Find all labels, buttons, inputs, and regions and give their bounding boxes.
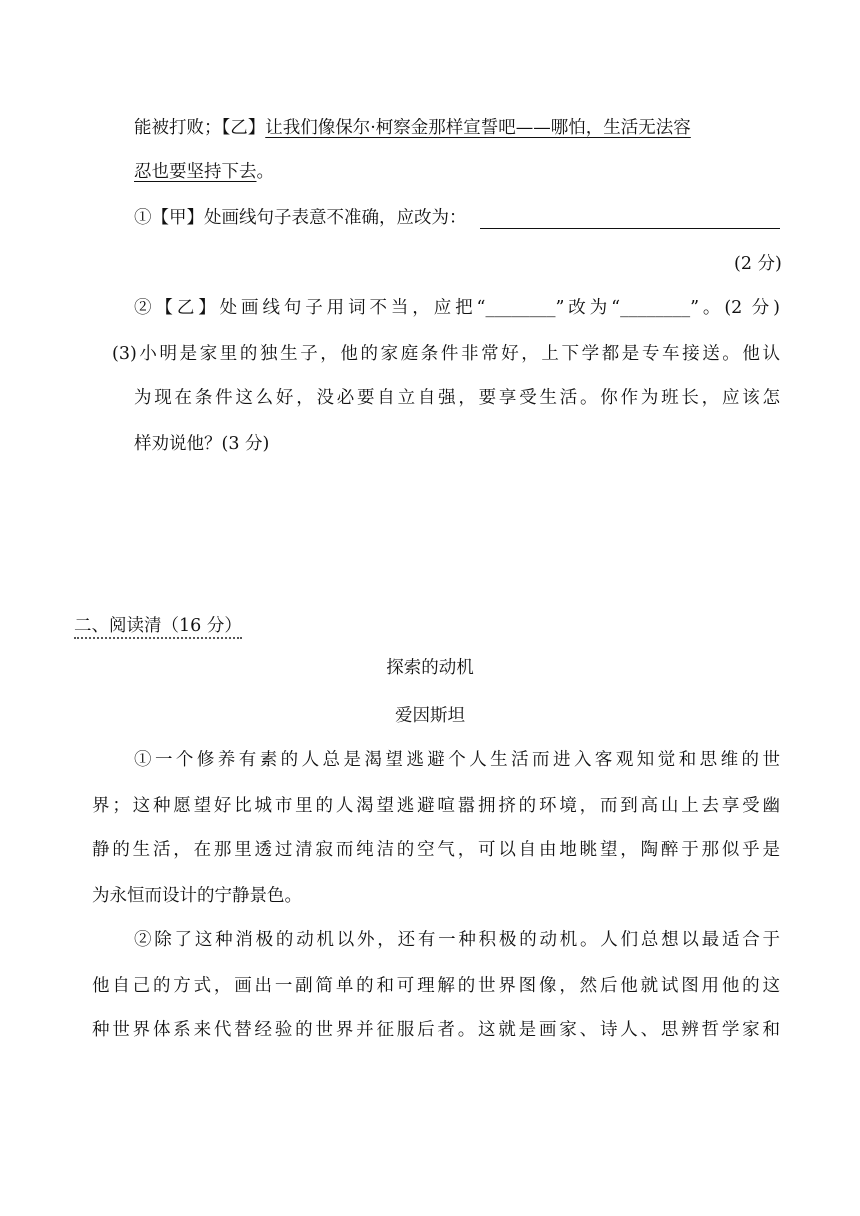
line-2-period: 。 xyxy=(256,162,274,182)
underlined-sentence-yi-end: 忍也要坚持下去 xyxy=(134,162,257,182)
article-author: 爱因斯坦 xyxy=(395,706,465,726)
question-3-line-1: (3)小明是家里的独生子，他的家庭条件非常好，上下学都是专车接送。他认 xyxy=(112,344,780,364)
question-3-line-3: 样劝说他？(3 分) xyxy=(134,434,270,454)
paragraph-2-line: 种世界体系来代替经验的世界并征服后者。这就是画家、诗人、思辨哲学家和 xyxy=(92,1020,780,1040)
section-heading xyxy=(74,614,242,638)
underlined-sentence-yi: 让我们像保尔·柯察金那样宣誓吧——哪怕，生活无法容 xyxy=(265,118,691,138)
line-2 xyxy=(134,160,274,184)
question-1: ①【甲】处画线句子表意不准确，应改为： xyxy=(134,208,467,228)
section-heading-text: 二、阅读清（16 分） xyxy=(74,616,242,639)
answer-blank-line xyxy=(480,228,780,229)
paragraph-1-line: 界；这种愿望好比城市里的人渴望逃避喧嚣拥挤的环境，而到高山上去享受幽 xyxy=(92,796,780,816)
paragraph-1-line: ①一个修养有素的人总是渴望逃避个人生活而进入客观知觉和思维的世 xyxy=(134,750,780,770)
paragraph-2-line: ②除了这种消极的动机以外，还有一种积极的动机。人们总想以最适合于 xyxy=(134,930,780,950)
paragraph-1-line: 为永恒而设计的宁静景色。 xyxy=(92,886,302,906)
article-title: 探索的动机 xyxy=(386,658,474,678)
line-1 xyxy=(134,116,691,140)
paragraph-1-line: 静的生活，在那里透过清寂而纯洁的空气，可以自由地眺望，陶醉于那似乎是 xyxy=(92,840,780,860)
question-1-score: (2 分) xyxy=(734,254,782,274)
question-2: ②【乙】处画线句子用词不当，应把“________”改为“________”。(2 分) xyxy=(134,298,780,318)
paragraph-2-line: 他自己的方式，画出一副简单的和可理解的世界图像，然后他就试图用他的这 xyxy=(92,976,780,996)
line-1-prefix: 能被打败；【乙】 xyxy=(134,118,266,138)
question-3-line-2: 为现在条件这么好，没必要自立自强，要享受生活。你作为班长，应该怎 xyxy=(134,388,780,408)
